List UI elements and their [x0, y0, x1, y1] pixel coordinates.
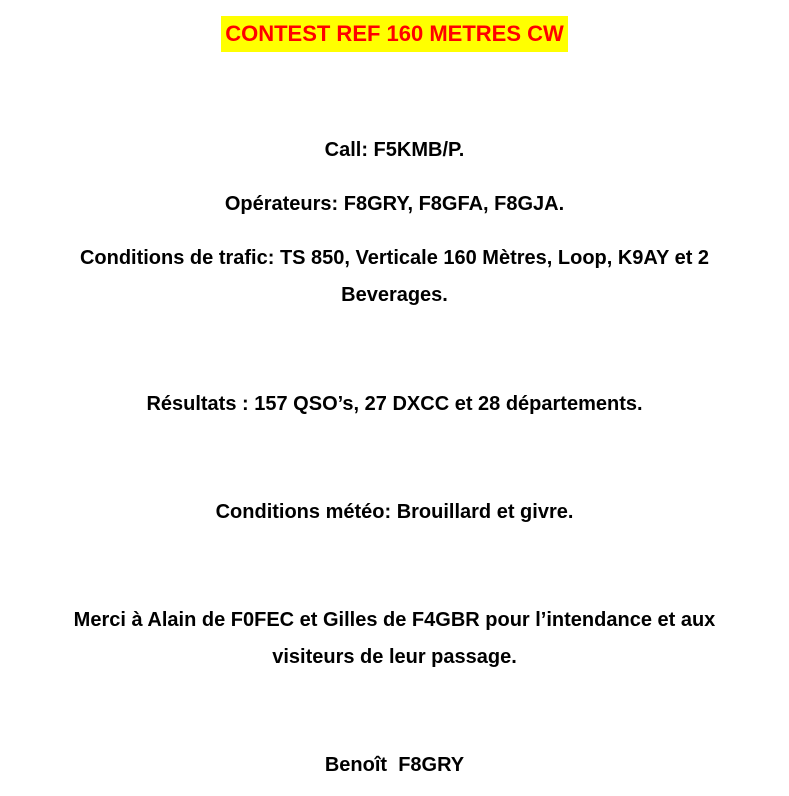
signature: Benoît F8GRY [324, 754, 465, 776]
traffic-conditions-line-1: Conditions de trafic: TS 850, Verticale 160 Mètres, Loop, K9AY et 2 [79, 247, 710, 269]
call-sign-line: Call: F5KMB/P. [324, 139, 465, 161]
results-line: Résultats : 157 QSO’s, 27 DXCC et 28 départements. [146, 393, 643, 415]
document-title: CONTEST REF 160 METRES CW [221, 16, 568, 52]
weather-conditions-line: Conditions météo: Brouillard et givre. [215, 501, 574, 523]
operators-line: Opérateurs: F8GRY, F8GFA, F8GJA. [224, 193, 565, 215]
thanks-line-1: Merci à Alain de F0FEC et Gilles de F4GBR pour l’intendance et aux [73, 609, 716, 631]
traffic-conditions-line-2: Beverages. [341, 284, 448, 306]
title-container [0, 16, 789, 52]
thanks-line-2: visiteurs de leur passage. [272, 646, 517, 668]
